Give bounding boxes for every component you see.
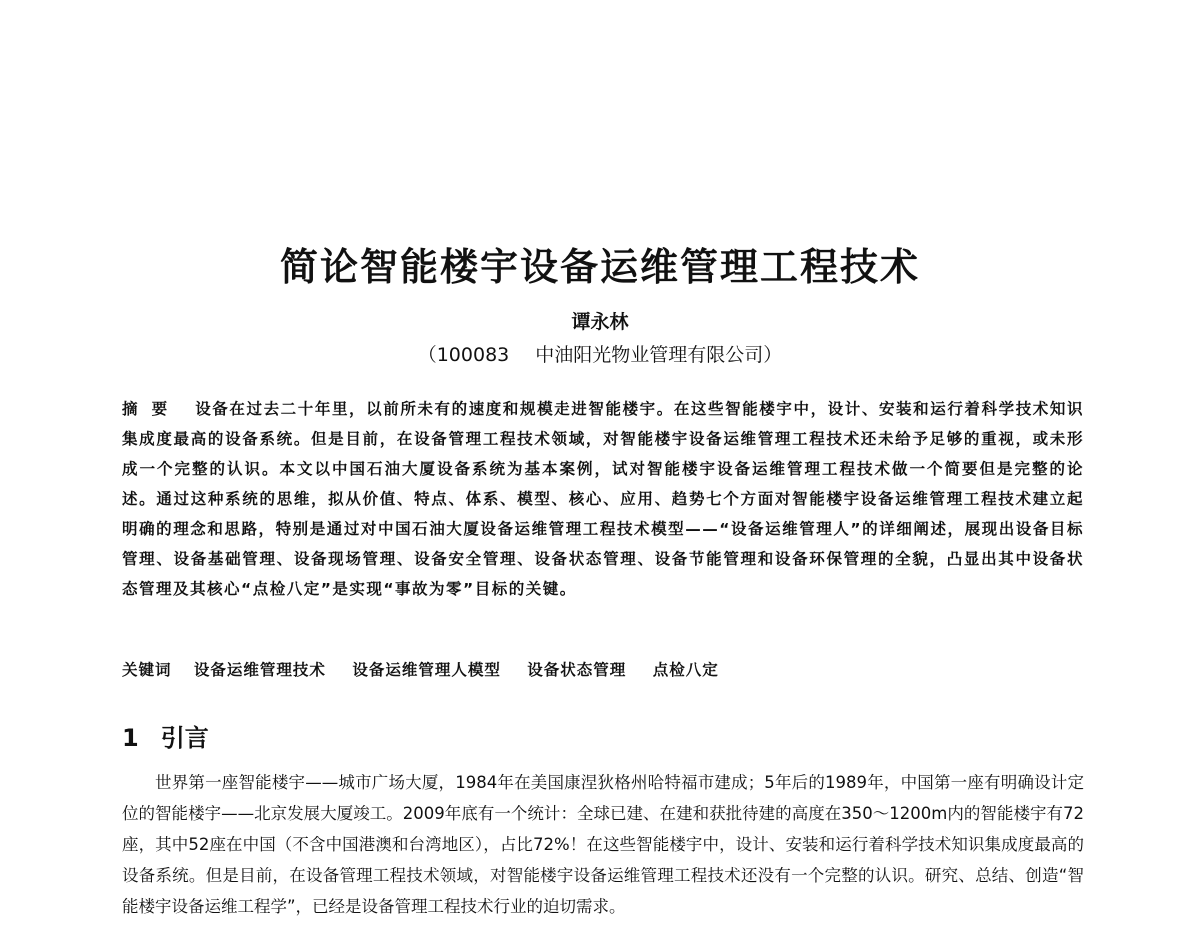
keyword-item: 设备运维管理人模型: [352, 661, 501, 679]
affiliation-open-paren: （: [417, 344, 437, 366]
abstract: [122, 394, 1084, 604]
abstract-label: 摘要: [122, 400, 182, 418]
section-paragraph: 世界第一座智能楼宇——城市广场大厦，1984年在美国康涅狄格州哈特福市建成；5年后的1989年，中国第一座有明确设计定位的智能楼宇——北京发展大厦竣工。2009年底有一个统计：全球已建、在建和获批待建的高度在350～1200m内的智能楼宇有72座，其中52座在中国（不含中国港澳和台湾地区），占比72%！在这些智能楼宇中，设计、安装和运行着科学技术知识集成度最高的设备系统。但是目前，在设备管理工程技术领域，对智能楼宇设备运维管理工程技术还没有一个完整的认识。研究、总结、创造“智能楼宇设备运维工程学”，已经是设备管理工程技术行业的迫切需求。: [122, 772, 1084, 916]
author-affiliation: [0, 340, 1200, 370]
affiliation-close-paren: ）: [763, 344, 783, 366]
keyword-item: 设备运维管理技术: [193, 661, 326, 679]
keywords: [122, 655, 1084, 685]
affiliation-organization: 中油阳光物业管理有限公司: [535, 344, 764, 366]
affiliation-postcode: 100083: [436, 344, 510, 366]
abstract-text: 设备在过去二十年里，以前所未有的速度和规模走进智能楼宇。在这些智能楼宇中，设计、安装和运行着科学技术知识集成度最高的设备系统。但是目前，在设备管理工程技术领域，对智能楼宇设备运维管理工程技术还未给予足够的重视，或未形成一个完整的认识。本文以中国石油大厦设备系统为基本案例，试对智能楼宇设备运维管理工程技术做一个简要但是完整的论述。通过这种系统的思维，拟从价值、特点、体系、模型、核心、应用、趋势七个方面对智能楼宇设备运维管理工程技术建立起明确的理念和思路，特别是通过对中国石油大厦设备运维管理工程技术模型——“设备运维管理人”的详细阐述，展现出设备目标管理、设备基础管理、设备现场管理、设备安全管理、设备状态管理、设备节能管理和设备环保管理的全貌，凸显出其中设备状态管理及其核心“点检八定”是实现“事故为零”目标的关键。: [122, 400, 1084, 598]
keywords-label: 关键词: [122, 661, 172, 679]
paper-title: 简论智能楼宇设备运维管理工程技术: [279, 245, 920, 290]
keyword-item: 点检八定: [652, 661, 719, 679]
section-title: 引言: [160, 723, 209, 752]
section-heading: [122, 718, 209, 758]
section-number: 1: [122, 723, 139, 752]
author-name: 谭永林: [571, 311, 629, 333]
keyword-item: 设备状态管理: [527, 661, 627, 679]
